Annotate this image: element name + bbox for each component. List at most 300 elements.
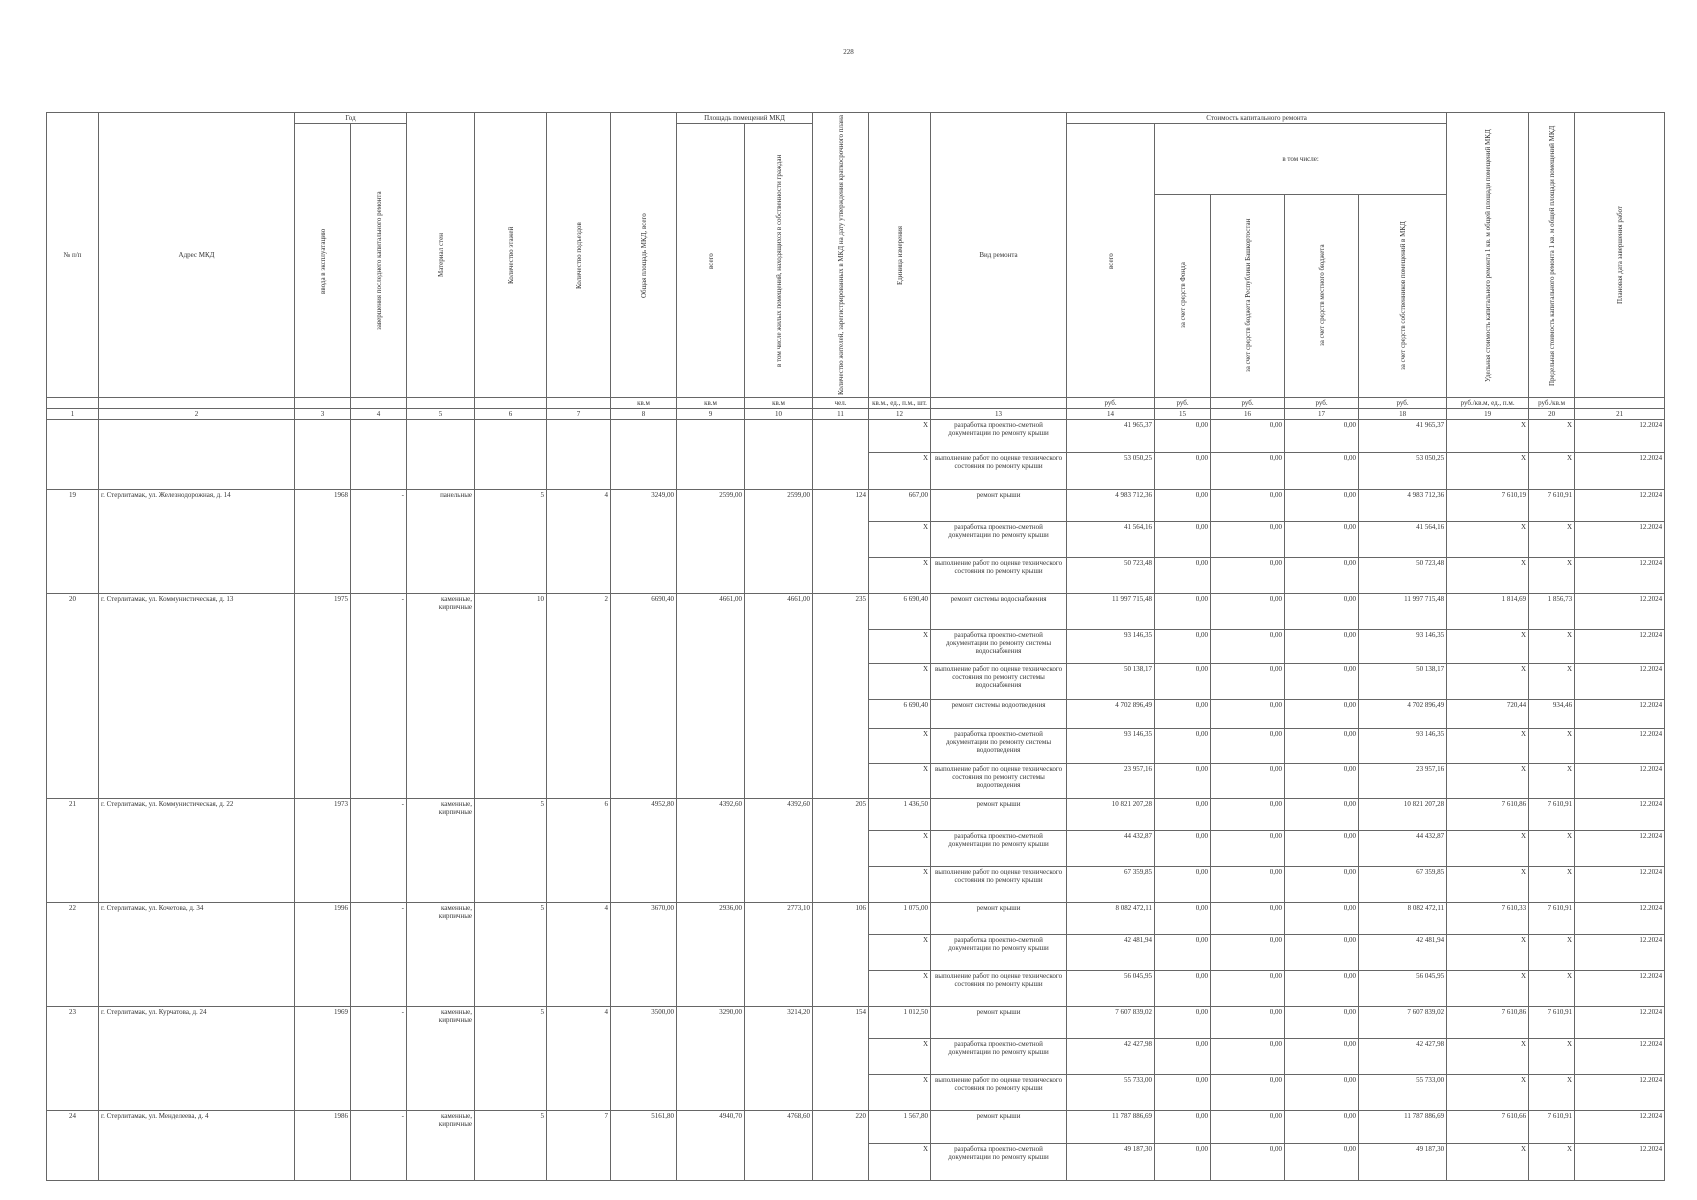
cell-cost-rb: 0,00 — [1211, 831, 1285, 867]
cell-date: 12.2024 — [1575, 799, 1665, 831]
cell-cost-total: 50 723,48 — [1067, 558, 1155, 594]
cell-spec-cost: X — [1447, 831, 1529, 867]
column-number: 21 — [1575, 409, 1665, 420]
cell-cost-local: 0,00 — [1285, 1007, 1359, 1039]
cell-kind: разработка проектно-сметной документации по ремонту крыши — [931, 935, 1067, 971]
cell-spec-cost: X — [1447, 1144, 1529, 1181]
cell-cost-local: 0,00 — [1285, 453, 1359, 490]
cell-cost-total: 42 481,94 — [1067, 935, 1155, 971]
cell-unit: 1 567,80 — [869, 1111, 931, 1144]
header-residents: Количество жителей, зарегистрированных в МКД на дату утверждения краткосрочного плана — [813, 113, 869, 398]
header-num: № п/п — [47, 113, 99, 398]
cell-area-resid: 4392,60 — [745, 799, 813, 903]
column-number: 16 — [1211, 409, 1285, 420]
cell-cost-total: 44 432,87 — [1067, 831, 1155, 867]
cell-unit: X — [869, 764, 931, 799]
cell-kind: разработка проектно-сметной документации по ремонту крыши — [931, 1144, 1067, 1181]
cell-num: 19 — [47, 490, 99, 594]
unit-cell: руб. — [1067, 398, 1155, 409]
cell-unit: X — [869, 1075, 931, 1111]
cell-year-last-repair: - — [351, 490, 407, 594]
cell-residents: 124 — [813, 490, 869, 594]
cell-unit: X — [869, 1144, 931, 1181]
cell-spec-cost: 7 610,19 — [1447, 490, 1529, 522]
cell-cost-fund: 0,00 — [1155, 453, 1211, 490]
cell-cost-local: 0,00 — [1285, 664, 1359, 700]
cell-kind: ремонт системы водоотведения — [931, 700, 1067, 729]
cell-residents: 154 — [813, 1007, 869, 1111]
cell-kind: ремонт крыши — [931, 1007, 1067, 1039]
cell-area-resid: 4661,00 — [745, 594, 813, 799]
cell-cost-rb: 0,00 — [1211, 1039, 1285, 1075]
cell-cost-fund: 0,00 — [1155, 903, 1211, 935]
cell-cost-local: 0,00 — [1285, 522, 1359, 558]
cell-address: г. Стерлитамак, ул. Кочетова, д. 34 — [99, 903, 295, 1007]
cell-cost-local: 0,00 — [1285, 799, 1359, 831]
cell-spec-cost: 7 610,86 — [1447, 799, 1529, 831]
cell-spec-cost: X — [1447, 764, 1529, 799]
unit-cell: чел. — [813, 398, 869, 409]
unit-cell — [351, 398, 407, 409]
cell-year-commission: 1996 — [295, 903, 351, 1007]
cell-date: 12.2024 — [1575, 700, 1665, 729]
cell-kind: выполнение работ по оценке технического состояния по ремонту системы водоснабжения — [931, 664, 1067, 700]
unit-cell — [1575, 398, 1665, 409]
cell-cost-rb: 0,00 — [1211, 558, 1285, 594]
header-cost-total: всего — [1067, 124, 1155, 398]
cell-cost-local: 0,00 — [1285, 1111, 1359, 1144]
cell-unit: X — [869, 664, 931, 700]
cell-cost-fund: 0,00 — [1155, 799, 1211, 831]
cell-cost-owners: 41 965,37 — [1359, 420, 1447, 453]
cell-cost-local: 0,00 — [1285, 1039, 1359, 1075]
cell-date: 12.2024 — [1575, 831, 1665, 867]
cell-cost-total: 53 050,25 — [1067, 453, 1155, 490]
cell-cost-owners: 8 082 472,11 — [1359, 903, 1447, 935]
cell-cost-total: 4 702 896,49 — [1067, 700, 1155, 729]
column-number: 5 — [407, 409, 475, 420]
column-number: 15 — [1155, 409, 1211, 420]
cell-unit: X — [869, 558, 931, 594]
cell-cost-total: 23 957,16 — [1067, 764, 1155, 799]
cell-kind: разработка проектно-сметной документации по ремонту крыши — [931, 522, 1067, 558]
cell-year-commission: 1969 — [295, 1007, 351, 1111]
cell-kind: выполнение работ по оценке технического состояния по ремонту крыши — [931, 1075, 1067, 1111]
cell-cost-owners: 49 187,30 — [1359, 1144, 1447, 1181]
cell-num: 23 — [47, 1007, 99, 1111]
header-unit: Единица измерения — [869, 113, 931, 398]
cell-cost-fund: 0,00 — [1155, 630, 1211, 664]
cell-cost-rb: 0,00 — [1211, 1007, 1285, 1039]
capital-repair-table — [46, 112, 1665, 1181]
cell-area-resid: 4768,60 — [745, 1111, 813, 1181]
cell-unit: 1 075,00 — [869, 903, 931, 935]
cell-floors: 10 — [475, 594, 547, 799]
cell-cost-rb: 0,00 — [1211, 1144, 1285, 1181]
cell-floors: 5 — [475, 903, 547, 1007]
cell-spec-cost: X — [1447, 971, 1529, 1007]
column-number: 7 — [547, 409, 611, 420]
column-number: 1 — [47, 409, 99, 420]
cell-max-cost: X — [1529, 729, 1575, 764]
cell-kind: выполнение работ по оценке технического состояния по ремонту системы водоотведения — [931, 764, 1067, 799]
cell-max-cost: 7 610,91 — [1529, 903, 1575, 935]
cell-max-cost: X — [1529, 420, 1575, 453]
cell-year-commission: 1986 — [295, 1111, 351, 1181]
cell-cost-owners: 93 146,35 — [1359, 729, 1447, 764]
column-number: 14 — [1067, 409, 1155, 420]
empty-cell — [475, 420, 547, 490]
cell-kind: ремонт крыши — [931, 799, 1067, 831]
cell-cost-total: 41 965,37 — [1067, 420, 1155, 453]
unit-cell — [407, 398, 475, 409]
header-incl: в том числе: — [1155, 124, 1447, 195]
unit-cell: руб. — [1211, 398, 1285, 409]
cell-kind: разработка проектно-сметной документации по ремонту системы водоотведения — [931, 729, 1067, 764]
header-total-area: Общая площадь МКД, всего — [611, 113, 677, 398]
cell-total-area: 4952,80 — [611, 799, 677, 903]
cell-year-commission: 1973 — [295, 799, 351, 903]
cell-wall: каменные, кирпичные — [407, 1111, 475, 1181]
cell-max-cost: X — [1529, 1075, 1575, 1111]
cell-residents: 220 — [813, 1111, 869, 1181]
column-number: 12 — [869, 409, 931, 420]
unit-cell: руб. — [1155, 398, 1211, 409]
cell-cost-total: 93 146,35 — [1067, 729, 1155, 764]
cell-cost-total: 93 146,35 — [1067, 630, 1155, 664]
cell-area-all: 2936,00 — [677, 903, 745, 1007]
cell-date: 12.2024 — [1575, 764, 1665, 799]
cell-cost-rb: 0,00 — [1211, 729, 1285, 764]
header-kind: Вид ремонта — [931, 113, 1067, 398]
cell-unit: X — [869, 453, 931, 490]
column-numbers-row — [47, 409, 1665, 420]
cell-cost-local: 0,00 — [1285, 420, 1359, 453]
cell-total-area: 3249,00 — [611, 490, 677, 594]
cell-spec-cost: X — [1447, 453, 1529, 490]
cell-kind: разработка проектно-сметной документации по ремонту крыши — [931, 831, 1067, 867]
cell-date: 12.2024 — [1575, 1075, 1665, 1111]
cell-address: г. Стерлитамак, ул. Курчатова, д. 24 — [99, 1007, 295, 1111]
header-area-all: всего — [677, 124, 745, 398]
cell-cost-fund: 0,00 — [1155, 1111, 1211, 1144]
cell-date: 12.2024 — [1575, 1111, 1665, 1144]
cell-area-all: 3290,00 — [677, 1007, 745, 1111]
cell-entrances: 6 — [547, 799, 611, 903]
cell-spec-cost: X — [1447, 1039, 1529, 1075]
cell-date: 12.2024 — [1575, 558, 1665, 594]
cell-cost-total: 55 733,00 — [1067, 1075, 1155, 1111]
cell-area-resid: 3214,20 — [745, 1007, 813, 1111]
empty-cell — [407, 420, 475, 490]
unit-cell: кв.м — [745, 398, 813, 409]
cell-floors: 5 — [475, 1111, 547, 1181]
cell-unit: X — [869, 630, 931, 664]
unit-cell: руб./кв.м, ед., п.м. — [1447, 398, 1529, 409]
cell-cost-owners: 56 045,95 — [1359, 971, 1447, 1007]
cell-cost-owners: 10 821 207,28 — [1359, 799, 1447, 831]
cell-date: 12.2024 — [1575, 971, 1665, 1007]
cell-floors: 5 — [475, 1007, 547, 1111]
cell-total-area: 5161,80 — [611, 1111, 677, 1181]
column-number: 6 — [475, 409, 547, 420]
cell-kind: разработка проектно-сметной документации по ремонту системы водоснабжения — [931, 630, 1067, 664]
cell-cost-fund: 0,00 — [1155, 1144, 1211, 1181]
cell-cost-owners: 42 427,98 — [1359, 1039, 1447, 1075]
empty-cell — [813, 420, 869, 490]
cell-spec-cost: 7 610,33 — [1447, 903, 1529, 935]
cell-cost-rb: 0,00 — [1211, 700, 1285, 729]
cell-cost-rb: 0,00 — [1211, 971, 1285, 1007]
cell-cost-owners: 23 957,16 — [1359, 764, 1447, 799]
cell-cost-rb: 0,00 — [1211, 630, 1285, 664]
header-floors: Количество этажей — [475, 113, 547, 398]
cell-cost-owners: 4 702 896,49 — [1359, 700, 1447, 729]
cell-kind: разработка проектно-сметной документации по ремонту крыши — [931, 1039, 1067, 1075]
column-number: 11 — [813, 409, 869, 420]
cell-unit: X — [869, 420, 931, 453]
cell-entrances: 4 — [547, 903, 611, 1007]
cell-floors: 5 — [475, 799, 547, 903]
cell-num: 21 — [47, 799, 99, 903]
cell-max-cost: 7 610,91 — [1529, 799, 1575, 831]
cell-kind: ремонт крыши — [931, 490, 1067, 522]
cell-cost-owners: 50 723,48 — [1359, 558, 1447, 594]
cell-spec-cost: X — [1447, 630, 1529, 664]
cell-unit: 6 690,40 — [869, 594, 931, 630]
cell-max-cost: X — [1529, 664, 1575, 700]
cell-cost-local: 0,00 — [1285, 935, 1359, 971]
cell-cost-local: 0,00 — [1285, 903, 1359, 935]
cell-cost-local: 0,00 — [1285, 867, 1359, 903]
cell-wall: каменные, кирпичные — [407, 1007, 475, 1111]
cell-cost-local: 0,00 — [1285, 630, 1359, 664]
unit-cell — [547, 398, 611, 409]
header-wall: Материал стен — [407, 113, 475, 398]
header-cost-group: Стоимость капитального ремонта — [1067, 113, 1447, 124]
cell-cost-rb: 0,00 — [1211, 867, 1285, 903]
cell-total-area: 6690,40 — [611, 594, 677, 799]
cell-max-cost: X — [1529, 764, 1575, 799]
cell-wall: каменные, кирпичные — [407, 903, 475, 1007]
cell-cost-fund: 0,00 — [1155, 490, 1211, 522]
header-cost-local: за счет средств местного бюджета — [1285, 194, 1359, 397]
cell-num: 24 — [47, 1111, 99, 1181]
cell-unit: X — [869, 831, 931, 867]
cell-spec-cost: X — [1447, 558, 1529, 594]
cell-cost-rb: 0,00 — [1211, 1075, 1285, 1111]
cell-date: 12.2024 — [1575, 594, 1665, 630]
table-row — [47, 1007, 1665, 1039]
cell-cost-total: 50 138,17 — [1067, 664, 1155, 700]
cell-entrances: 2 — [547, 594, 611, 799]
empty-cell — [295, 420, 351, 490]
unit-cell: руб./кв.м — [1529, 398, 1575, 409]
cell-cost-owners: 53 050,25 — [1359, 453, 1447, 490]
unit-cell — [47, 398, 99, 409]
cell-spec-cost: X — [1447, 867, 1529, 903]
cell-floors: 5 — [475, 490, 547, 594]
header-cost-rb: за счет средств бюджета Республики Башкортостан — [1211, 194, 1285, 397]
cell-spec-cost: 720,44 — [1447, 700, 1529, 729]
cell-cost-rb: 0,00 — [1211, 420, 1285, 453]
cell-cost-rb: 0,00 — [1211, 935, 1285, 971]
cell-max-cost: 7 610,91 — [1529, 1007, 1575, 1039]
cell-kind: выполнение работ по оценке технического состояния по ремонту крыши — [931, 558, 1067, 594]
empty-cell — [611, 420, 677, 490]
cell-max-cost: X — [1529, 453, 1575, 490]
table-row — [47, 594, 1665, 630]
empty-cell — [99, 420, 295, 490]
cell-cost-total: 11 997 715,48 — [1067, 594, 1155, 630]
header-area-resid: в том числе жилых помещений, находящихся в собственности граждан — [745, 124, 813, 398]
table-row — [47, 1111, 1665, 1144]
cell-cost-fund: 0,00 — [1155, 1007, 1211, 1039]
cell-spec-cost: X — [1447, 729, 1529, 764]
cell-num: 22 — [47, 903, 99, 1007]
header-date: Плановая дата завершения работ — [1575, 113, 1665, 398]
cell-unit: X — [869, 729, 931, 764]
cell-spec-cost: X — [1447, 522, 1529, 558]
cell-cost-owners: 67 359,85 — [1359, 867, 1447, 903]
table-row — [47, 903, 1665, 935]
cell-year-last-repair: - — [351, 799, 407, 903]
cell-cost-fund: 0,00 — [1155, 420, 1211, 453]
cell-date: 12.2024 — [1575, 903, 1665, 935]
cell-cost-owners: 11 997 715,48 — [1359, 594, 1447, 630]
cell-cost-local: 0,00 — [1285, 1075, 1359, 1111]
cell-date: 12.2024 — [1575, 490, 1665, 522]
cell-date: 12.2024 — [1575, 1144, 1665, 1181]
cell-max-cost: X — [1529, 1039, 1575, 1075]
cell-date: 12.2024 — [1575, 664, 1665, 700]
cell-cost-local: 0,00 — [1285, 971, 1359, 1007]
cell-year-last-repair: - — [351, 1111, 407, 1181]
cell-cost-rb: 0,00 — [1211, 764, 1285, 799]
header-address: Адрес МКД — [99, 113, 295, 398]
cell-cost-total: 11 787 886,69 — [1067, 1111, 1155, 1144]
cell-cost-local: 0,00 — [1285, 594, 1359, 630]
cell-residents: 235 — [813, 594, 869, 799]
unit-cell: руб. — [1359, 398, 1447, 409]
header-entrances: Количество подъездов — [547, 113, 611, 398]
cell-unit: X — [869, 867, 931, 903]
cell-area-resid: 2773,10 — [745, 903, 813, 1007]
cell-entrances: 7 — [547, 1111, 611, 1181]
table-row — [47, 799, 1665, 831]
cell-cost-local: 0,00 — [1285, 490, 1359, 522]
cell-unit: X — [869, 522, 931, 558]
cell-date: 12.2024 — [1575, 729, 1665, 764]
header-cost-owners: за счет средств собственников помещений в МКД — [1359, 194, 1447, 397]
cell-cost-rb: 0,00 — [1211, 453, 1285, 490]
empty-cell — [745, 420, 813, 490]
cell-num: 20 — [47, 594, 99, 799]
cell-cost-total: 8 082 472,11 — [1067, 903, 1155, 935]
cell-kind: выполнение работ по оценке технического состояния по ремонту крыши — [931, 971, 1067, 1007]
column-number: 9 — [677, 409, 745, 420]
cell-cost-owners: 7 607 839,02 — [1359, 1007, 1447, 1039]
cell-cost-owners: 11 787 886,69 — [1359, 1111, 1447, 1144]
cell-cost-total: 56 045,95 — [1067, 971, 1155, 1007]
cell-date: 12.2024 — [1575, 1007, 1665, 1039]
cell-address: г. Стерлитамак, ул. Менделеева, д. 4 — [99, 1111, 295, 1181]
column-number: 8 — [611, 409, 677, 420]
cell-max-cost: 1 856,73 — [1529, 594, 1575, 630]
cell-address: г. Стерлитамак, ул. Железнодорожная, д. 14 — [99, 490, 295, 594]
cell-cost-fund: 0,00 — [1155, 1075, 1211, 1111]
unit-cell: кв.м., ед., п.м., шт. — [869, 398, 931, 409]
cell-area-all: 4392,60 — [677, 799, 745, 903]
cell-wall: панельные — [407, 490, 475, 594]
column-number: 4 — [351, 409, 407, 420]
cell-entrances: 4 — [547, 490, 611, 594]
cell-cost-fund: 0,00 — [1155, 935, 1211, 971]
cell-year-commission: 1968 — [295, 490, 351, 594]
column-number: 2 — [99, 409, 295, 420]
cell-address: г. Стерлитамак, ул. Коммунистическая, д. 22 — [99, 799, 295, 903]
cell-residents: 106 — [813, 903, 869, 1007]
unit-cell: кв.м — [611, 398, 677, 409]
cell-area-all: 2599,00 — [677, 490, 745, 594]
cell-cost-owners: 42 481,94 — [1359, 935, 1447, 971]
cell-address: г. Стерлитамак, ул. Коммунистическая, д. 13 — [99, 594, 295, 799]
cell-cost-local: 0,00 — [1285, 558, 1359, 594]
cell-unit: 1 012,50 — [869, 1007, 931, 1039]
cell-date: 12.2024 — [1575, 522, 1665, 558]
cell-cost-fund: 0,00 — [1155, 867, 1211, 903]
cell-year-last-repair: - — [351, 903, 407, 1007]
cell-cost-fund: 0,00 — [1155, 522, 1211, 558]
header-max-cost: Предельная стоимость капитального ремонта 1 кв. м общей площади помещений МКД — [1529, 113, 1575, 398]
cell-cost-total: 10 821 207,28 — [1067, 799, 1155, 831]
cell-cost-rb: 0,00 — [1211, 1111, 1285, 1144]
cell-unit: X — [869, 971, 931, 1007]
cell-cost-fund: 0,00 — [1155, 558, 1211, 594]
cell-cost-rb: 0,00 — [1211, 522, 1285, 558]
cell-max-cost: X — [1529, 1144, 1575, 1181]
cell-kind: выполнение работ по оценке технического состояния по ремонту крыши — [931, 867, 1067, 903]
empty-cell — [47, 420, 99, 490]
cell-area-all: 4940,70 — [677, 1111, 745, 1181]
cell-wall: каменные, кирпичные — [407, 594, 475, 799]
cell-kind: разработка проектно-сметной документации по ремонту крыши — [931, 420, 1067, 453]
cell-unit: X — [869, 935, 931, 971]
cell-date: 12.2024 — [1575, 453, 1665, 490]
column-number: 18 — [1359, 409, 1447, 420]
table-row — [47, 420, 1665, 453]
empty-cell — [547, 420, 611, 490]
cell-cost-total: 49 187,30 — [1067, 1144, 1155, 1181]
cell-cost-local: 0,00 — [1285, 831, 1359, 867]
cell-total-area: 3670,00 — [611, 903, 677, 1007]
cell-unit: X — [869, 1039, 931, 1075]
cell-cost-total: 42 427,98 — [1067, 1039, 1155, 1075]
cell-kind: ремонт системы водоснабжения — [931, 594, 1067, 630]
cell-wall: каменные, кирпичные — [407, 799, 475, 903]
empty-cell — [351, 420, 407, 490]
cell-cost-fund: 0,00 — [1155, 664, 1211, 700]
cell-max-cost: X — [1529, 935, 1575, 971]
cell-date: 12.2024 — [1575, 630, 1665, 664]
cell-max-cost: X — [1529, 558, 1575, 594]
cell-max-cost: 7 610,91 — [1529, 490, 1575, 522]
cell-cost-fund: 0,00 — [1155, 831, 1211, 867]
cell-area-all: 4661,00 — [677, 594, 745, 799]
cell-cost-total: 4 983 712,36 — [1067, 490, 1155, 522]
cell-spec-cost: 7 610,86 — [1447, 1007, 1529, 1039]
cell-kind: ремонт крыши — [931, 1111, 1067, 1144]
